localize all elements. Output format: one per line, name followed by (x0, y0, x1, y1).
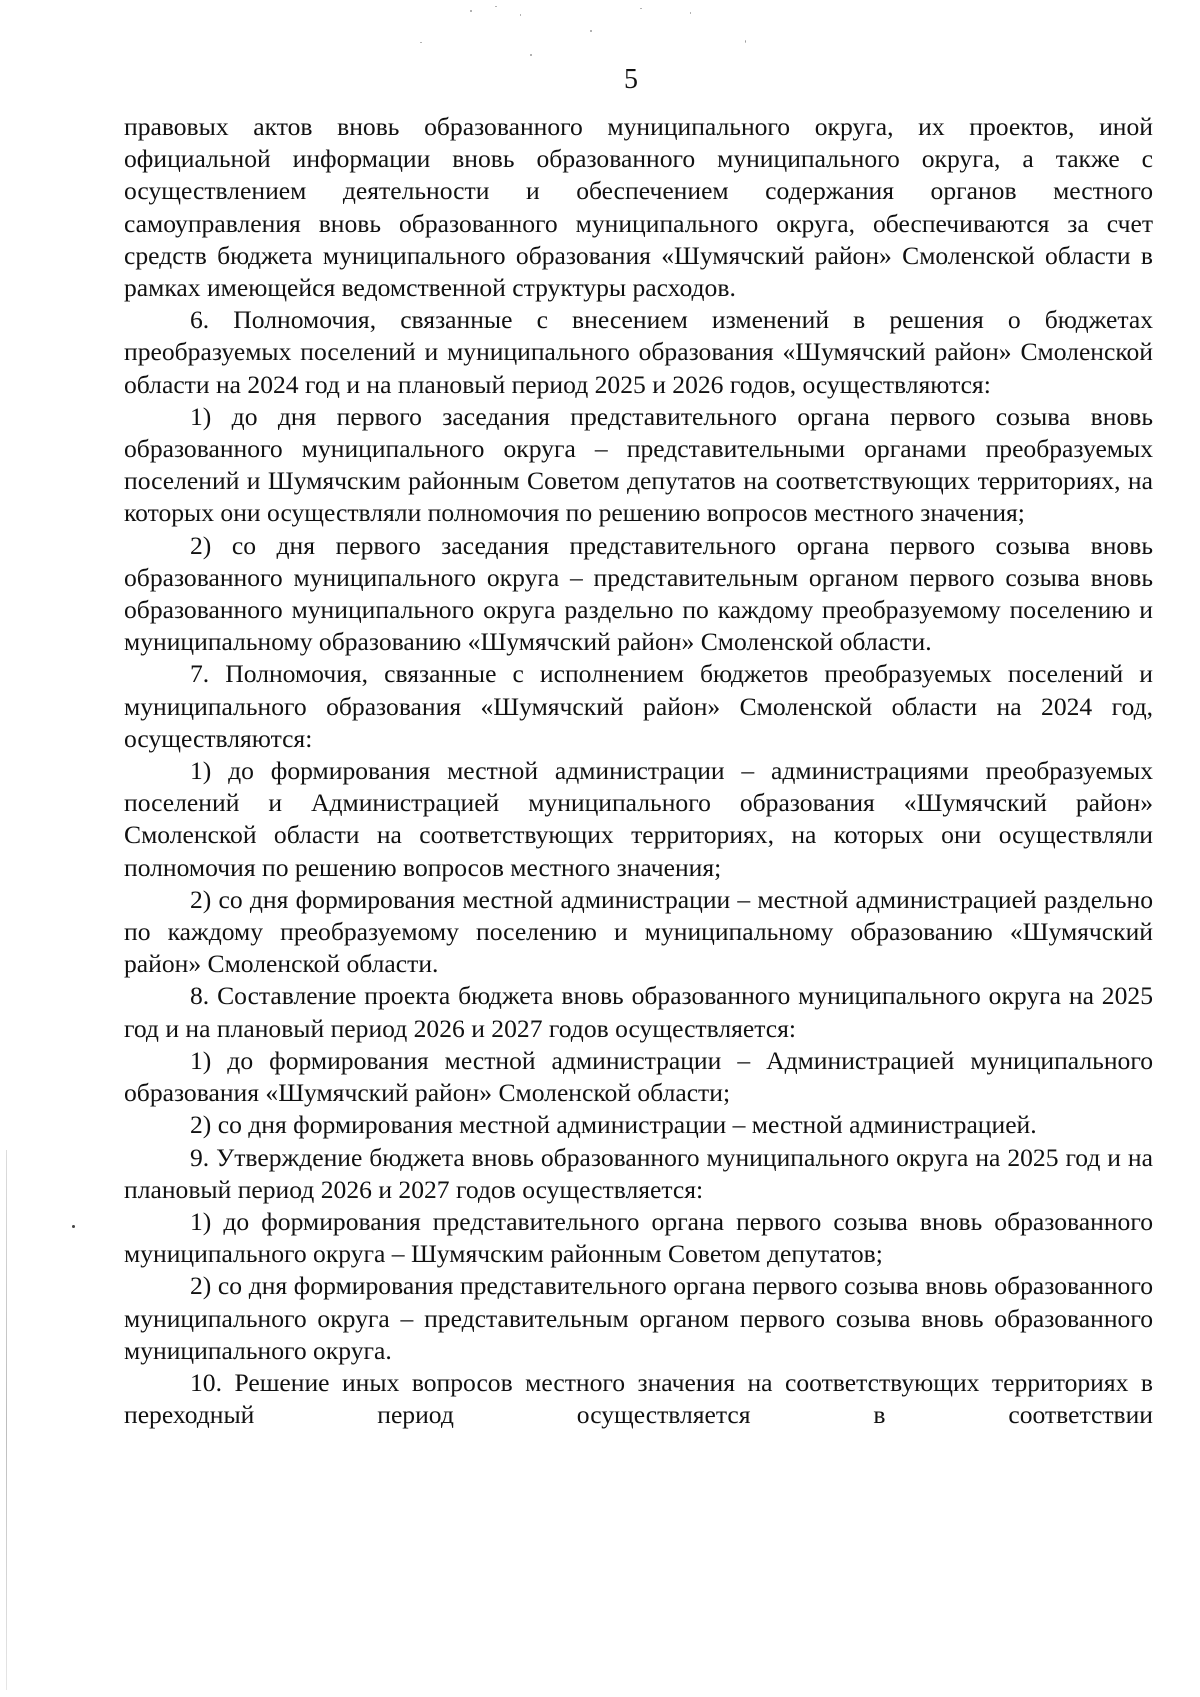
paragraph-continuation: правовых актов вновь образованного муниципального округа, их проектов, иной официальной информации вновь образованного муниципального округа, а также с осуществлением деятельности и обеспечением содержания органов местного самоуправления вновь образованного муниципального округа, обеспечиваются за счет средств бюджета муниципального образования «Шумячский район» Смоленской области в рамках имеющейся ведомственной структуры расходов. (124, 112, 1153, 303)
paragraph-7-item-1: 1) до формирования местной администрации – администрациями преобразуемых поселений и Администрацией муниципального образования «Шумячский район» Смоленской области на соответствующих территориях, на которых они осуществляли полномочия по решению вопросов местного значения; (124, 756, 1153, 882)
paragraph-6-item-2: 2) со дня первого заседания представительного органа первого созыва вновь образованного муниципального округа – представительным органом первого созыва вновь образованного муниципального округа раздельно по каждому преобразуемому поселению и муниципальному образованию «Шумячский район» Смоленской области. (124, 530, 1153, 657)
paragraph-8: 8. Составление проекта бюджета вновь образованного муниципального округа на 2025 год и на плановый период 2026 и 2027 годов осуществляется: (124, 981, 1153, 1043)
paragraph-7: 7. Полномочия, связанные с исполнением бюджетов преобразуемых поселений и муниципального образования «Шумячский район» Смоленской области на 2024 год, осуществляются: (124, 659, 1153, 753)
paragraph-8-item-2: 2) со дня формирования местной администрации – местной администрацией. (190, 1110, 1037, 1140)
paragraph-7-item-2: 2) со дня формирования местной администрации – местной администрацией раздельно по каждому преобразуемому поселению и муниципальному образованию «Шумячский район» Смоленской области. (124, 884, 1153, 979)
scan-speck (420, 42, 422, 43)
scan-speck (640, 8, 642, 9)
scan-speck (520, 14, 521, 16)
paragraph-6: 6. Полномочия, связанные с внесением изменений в решения о бюджетах преобразуемых поселений и муниципального образования «Шумячский район» Смоленской области на 2024 год и на плановый период 2025 и 2026 годов, осуществляются: (124, 305, 1153, 399)
paragraph-9-item-1: 1) до формирования представительного органа первого созыва вновь образованного муниципального округа – Шумячским районным Советом депутатов; (124, 1206, 1153, 1269)
page-number: 5 (624, 64, 638, 95)
paragraph-10: 10. Решение иных вопросов местного значения на соответствующих территориях в переходный период осуществляется в соответствии (124, 1367, 1153, 1430)
paragraph-8-item-1: 1) до формирования местной администрации – Администрацией муниципального образования «Шумячский район» Смоленской области; (124, 1045, 1153, 1108)
scan-speck (690, 12, 691, 14)
scan-speck (590, 30, 592, 32)
scan-speck (470, 10, 472, 12)
scan-speck (530, 54, 532, 56)
paragraph-9-item-2: 2) со дня формирования представительного органа первого созыва вновь образованного муниципального округа – представительным органом первого созыва вновь образованного муниципального округа. (124, 1271, 1153, 1365)
scan-speck (495, 6, 497, 7)
scan-speck (72, 1225, 75, 1228)
paragraph-9: 9. Утверждение бюджета вновь образованного муниципального округа на 2025 год и на плановый период 2026 и 2027 годов осуществляется: (124, 1142, 1153, 1204)
document-body (124, 111, 1153, 1431)
scan-edge-line (6, 1150, 7, 1690)
scan-speck (745, 40, 746, 43)
paragraph-6-item-1: 1) до дня первого заседания представительного органа первого созыва вновь образованного муниципального округа – представительными органами преобразуемых поселений и Шумячским районным Советом депутатов на соответствующих территориях, на которых они осуществляли полномочия по решению вопросов местного значения; (124, 401, 1153, 528)
